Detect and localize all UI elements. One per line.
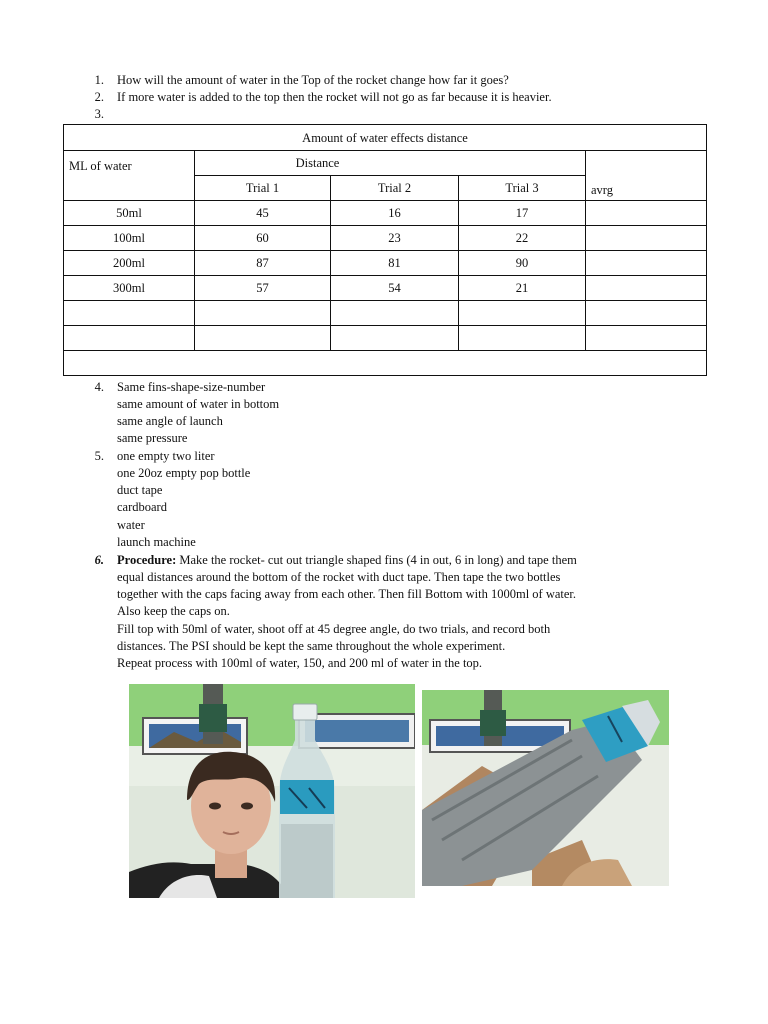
cell-ml: 300ml	[64, 276, 195, 301]
results-table	[63, 124, 707, 376]
header-trial-2: Trial 2	[331, 176, 459, 201]
header-ml-of-water: ML of water	[64, 151, 195, 201]
header-trial-1: Trial 1	[195, 176, 331, 201]
table-row	[64, 226, 707, 251]
cell-trial-2: 54	[331, 276, 459, 301]
cell-trial-2: 23	[331, 226, 459, 251]
cell-average	[586, 251, 707, 276]
cell-trial-1: 60	[195, 226, 331, 251]
cell-average	[586, 276, 707, 301]
table-row-empty	[64, 301, 707, 326]
cell-ml: 100ml	[64, 226, 195, 251]
cell-ml: 50ml	[64, 201, 195, 226]
cell-trial-3: 90	[459, 251, 586, 276]
cell-trial-3: 17	[459, 201, 586, 226]
header-distance: Distance	[195, 151, 586, 176]
header-average: avrg	[586, 151, 707, 201]
table-row	[64, 251, 707, 276]
cell-ml: 200ml	[64, 251, 195, 276]
table-row-empty	[64, 326, 707, 351]
header-trial-3: Trial 3	[459, 176, 586, 201]
cell-average	[586, 201, 707, 226]
table-footer-row	[64, 351, 707, 376]
photo-duct-taped-rocket	[422, 690, 669, 886]
table-row	[64, 276, 707, 301]
cell-average	[586, 226, 707, 251]
cell-trial-3: 22	[459, 226, 586, 251]
procedure-label: Procedure:	[117, 553, 177, 567]
cell-trial-2: 81	[331, 251, 459, 276]
cell-trial-1: 57	[195, 276, 331, 301]
photo-student-with-rocket	[129, 684, 415, 898]
table-row	[64, 201, 707, 226]
cell-trial-1: 87	[195, 251, 331, 276]
cell-trial-3: 21	[459, 276, 586, 301]
table-title: Amount of water effects distance	[64, 125, 707, 151]
cell-trial-2: 16	[331, 201, 459, 226]
cell-trial-1: 45	[195, 201, 331, 226]
document-page: 1. How will the amount of water in the Top of the rocket change how far it goes? 2. If more water is added to the top then the rocket will not go as far because it is heavier. 3. Amount of water effects distance ML of water Distance avrg Trial 1 Trial 2 Trial 3 50ml 45 16 17 100ml 60 23 22 200ml 87 81 90 300ml 57 54 21 4. Same fins-shape-size-number same amount of water in bottom same angle of launch same pressure 5. one empty two liter one 20oz empty pop bottle duct tape cardboard water launch machine 6. Procedure: Make the rocket- cut out triangle shaped fins (4 in out, 6 in long) and tape them equal distances around the bottom of the rocket with duct tape. Then tape the two bottles together with the caps facing away from each other. Then fill Bottom with 1000ml of water. Also keep the caps on. Fill top with 50ml of water, shoot off at 45 degree angle, do two trials, and record both distances. The PSI should be kept the same throughout the whole experiment. Repeat process with 100ml of water, 150, and 200 ml of water in the top.	[0, 0, 768, 1024]
